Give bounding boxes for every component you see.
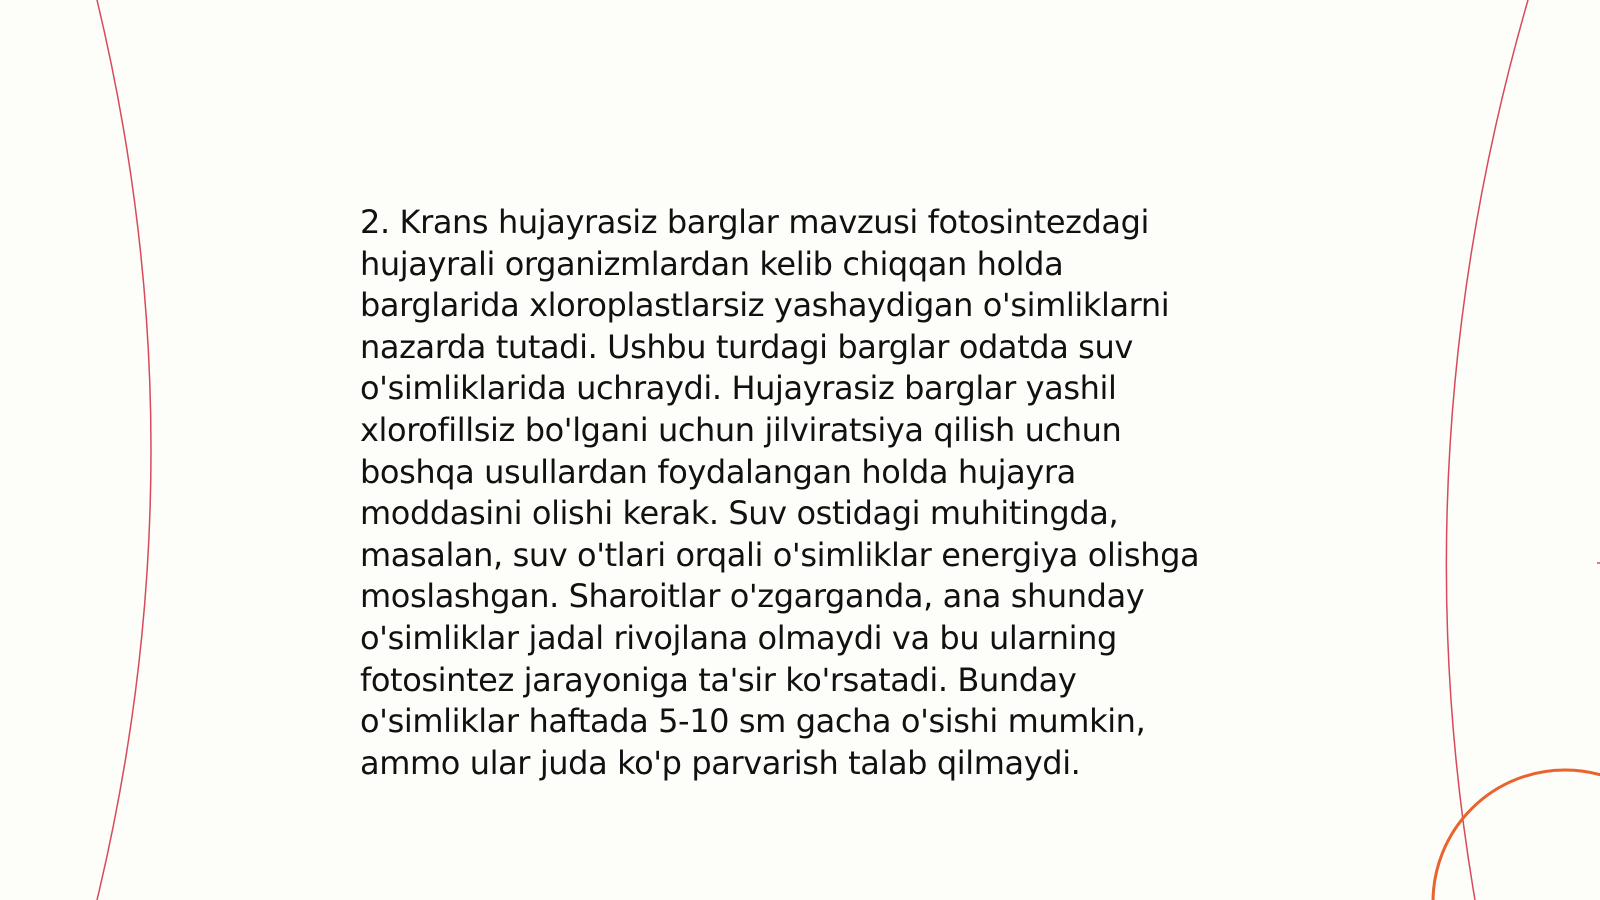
accent-circle (1433, 770, 1600, 900)
body-paragraph: 2. Krans hujayrasiz barglar mavzusi fotosintezdagi hujayrali organizmlardan kelib chiqqan holda barglarida xloroplastlarsiz yashaydigan o'simliklarni nazarda tutadi. Ushbu turdagi barglar odatda suv o'simliklarida uchraydi. Hujayrasiz barglar yashil xlorofillsiz bo'lgani uchun jilviratsiya qilish uchun boshqa usullardan foydalangan holda hujayra moddasini olishi kerak. Suv ostidagi muhitingda, masalan, suv o'tlari orqali o'simliklar energiya olishga moslashgan. Sharoitlar o'zgarganda, ana shunday o'simliklar jadal rivojlana olmaydi va bu ularning fotosintez jarayoniga ta'sir ko'rsatadi. Bunday o'simliklar haftada 5-10 sm gacha o'sishi mumkin, ammo ular juda ko'p parvarish talab qilmaydi. (360, 203, 1200, 782)
right-arc-line (1446, 0, 1528, 900)
left-arc-line (97, 0, 151, 900)
